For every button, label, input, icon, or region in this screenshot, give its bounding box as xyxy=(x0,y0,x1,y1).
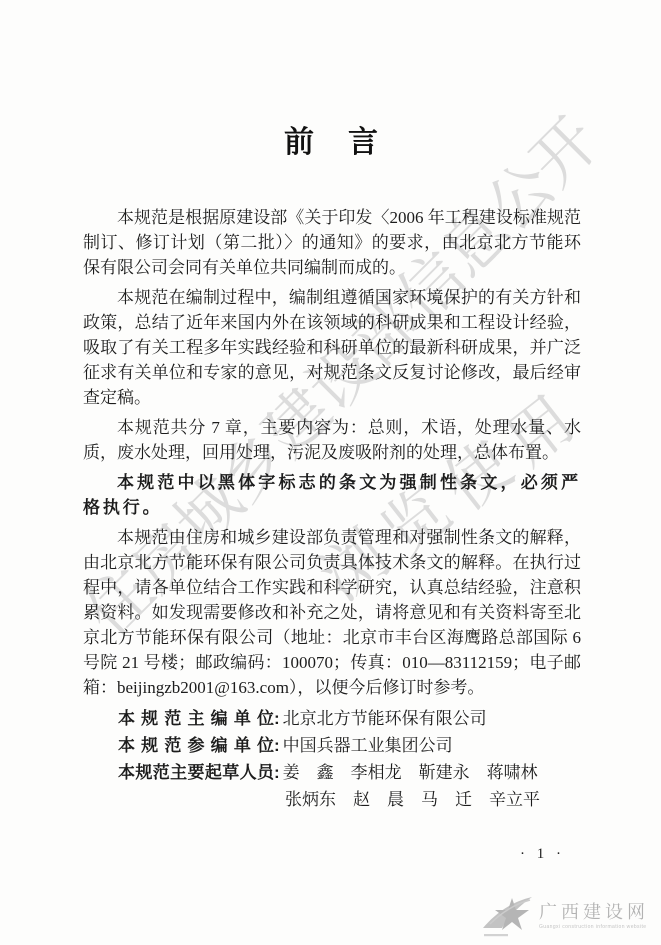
participant-value: 中国兵器工业集团公司 xyxy=(282,736,453,755)
watermark-char: 览 xyxy=(369,473,464,570)
watermark-char: 信 xyxy=(383,239,480,335)
watermark-char: 部 xyxy=(339,284,435,380)
drafters-row xyxy=(118,759,581,786)
site-logo-text xyxy=(539,902,649,930)
watermark-char: 建 xyxy=(250,374,346,470)
watermark-char: 乡 xyxy=(205,419,302,515)
credits-block xyxy=(83,705,581,813)
paragraph: 本规范在编制过程中，编制组遵循国家环境保护的有关方针和政策，总结了近年来国内外在该领域的科研成果和工程设计经验，吸取了有关工程多年实践经验和科研单位的最新科研成果，并广泛征求有关单位和专家的意见，对规范条文反复讨论修改，最后经审查定稿。 xyxy=(83,288,581,407)
preface-body xyxy=(83,205,581,700)
drafters-names-line2: 张炳东 赵 晨 马 迁 辛立平 xyxy=(285,790,540,809)
watermark-char: 浏 xyxy=(307,518,402,615)
watermark-char: 设 xyxy=(294,329,391,425)
watermark-char: 住 xyxy=(72,554,168,650)
page-content xyxy=(83,0,581,813)
participant-row xyxy=(118,732,581,759)
participant-label: 本规范参编单位 xyxy=(118,736,274,755)
shooting-star-icon xyxy=(481,893,535,939)
page-title: 前 言 xyxy=(284,126,380,159)
chief-editor-label: 本规范主编单位 xyxy=(118,709,274,728)
site-name: 广西建设网 xyxy=(539,902,649,922)
watermark-char: 用 xyxy=(493,383,588,480)
paragraph: 本规范是根据原建设部《关于印发〈2006 年工程建设标准规范制订、修订计划（第二批）〉的通知》的要求，由北京北方节能环保有限公司会同有关单位共同编制而成的。 xyxy=(83,208,581,277)
label-colon: : xyxy=(274,709,280,728)
site-tagline: Guangxi construction information website xyxy=(539,924,647,930)
chief-editor-value: 北京北方节能环保有限公司 xyxy=(282,709,487,728)
watermark-char: 开 xyxy=(517,104,613,200)
page-number: · 1 · xyxy=(520,846,565,862)
chief-editor-row xyxy=(118,705,581,732)
site-logo xyxy=(481,893,649,939)
watermark-char: 城 xyxy=(161,464,257,560)
drafters-label: 本规范主要起草人员 xyxy=(118,763,274,782)
paragraph: 本规范由住房和城乡建设部负责管理和对强制性条文的解释，由北京北方节能环保有限公司负责具体技术条文的解释。在执行过程中，请各单位结合工作实践和科学研究，认真总结经验，注意积累资料。如发现需要修改和补充之处，请将意见和有关资料寄至北京北方节能环保有限公司（地址：北京市丰台区海鹰路总部国际 6 号院 21 号楼；邮政编码：100070；传真：010—83112159；电子邮箱：beijingzb2001@163.com），以便今后修订时参考。 xyxy=(83,528,581,697)
paragraph: 本规范共分 7 章，主要内容为：总则，术语，处理水量、水质，废水处理，回用处理，污泥及废吸附剂的处理，总体布置。 xyxy=(83,418,581,462)
label-colon: : xyxy=(274,763,280,782)
watermark-char: 息 xyxy=(428,194,524,290)
drafters-names-line1: 姜 鑫 李相龙 靳建永 蒋啸林 xyxy=(282,763,538,782)
watermark-char: 公 xyxy=(472,149,569,245)
label-colon: : xyxy=(274,736,280,755)
drafters-row-continued xyxy=(285,786,581,813)
mandatory-clause-paragraph: 本规范中以黑体字标志的条文为强制性条文，必须严格执行。 xyxy=(83,473,581,517)
watermark-char: 使 xyxy=(431,428,526,525)
watermark-char: 房 xyxy=(116,509,213,605)
